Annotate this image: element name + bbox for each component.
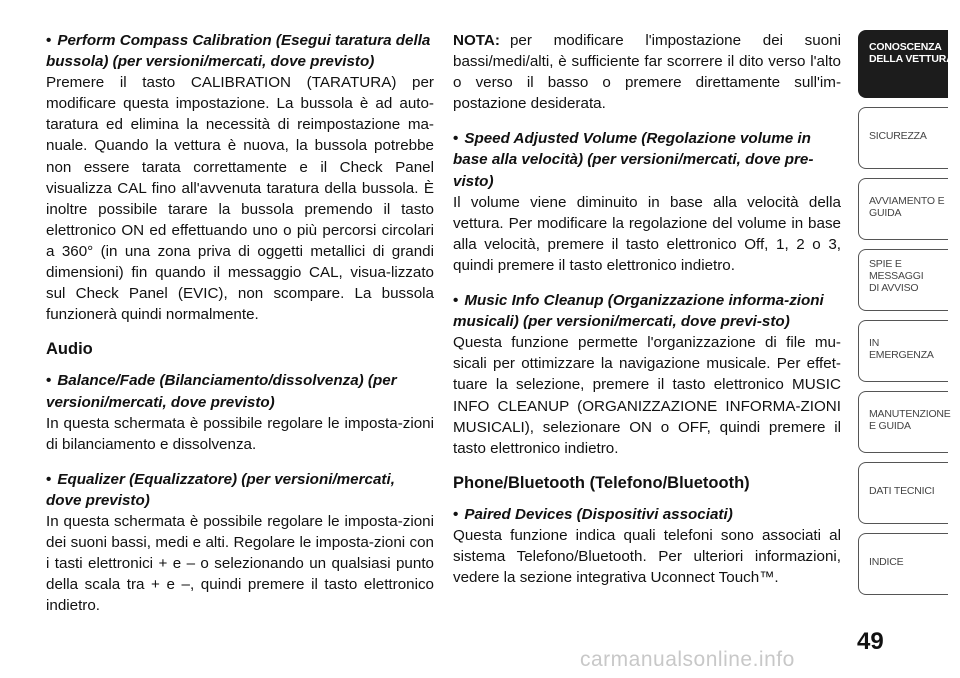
tab-conoscenza[interactable]: CONOSCENZA DELLA VETTURA	[858, 30, 948, 98]
chapter-sidebar	[858, 30, 954, 604]
tab-indice[interactable]: INDICE	[858, 533, 948, 595]
left-column	[46, 30, 434, 620]
bullet: •	[46, 470, 52, 488]
compass-calibration-text: Premere il tasto CALIBRATION (TARATURA) per modificare questa impostazione. La bussola è ad auto-taratura ed elimina la necessità di reimpostazione ma-nuale. Quando la vettura è nuova, la bussola potrebbe non essere tarata correttamente e il Check Panel visualizza CAL fino all'avvenuta taratura della bussola. È inoltre possibile tarare la bussola premendo il tasto elettronico ON ed effettuando uno o più percorsi circolari a 360° (in una zona priva di oggetti metallici di grandi dimensioni) fin quando il messaggio CAL, visua-lizzato sul Check Panel (EVIC), non scompare. La bussola funzionerà quindi normalmente.	[46, 74, 434, 324]
balance-fade-title: • Balance/Fade (Bilanciamento/dissolvenza) (per versioni/mercati, dove previsto)	[46, 372, 397, 411]
tab-emergenza[interactable]: IN EMERGENZA	[858, 320, 948, 382]
right-column	[453, 30, 841, 592]
balance-fade-text: In questa schermata è possibile regolare le imposta-zioni di bilanciamento e dissolvenza.	[46, 414, 434, 453]
bullet: •	[453, 292, 459, 310]
speed-volume-title: • Speed Adjusted Volume (Regolazione volume in base alla velocità) (per versioni/mercati, dove pre-visto)	[453, 130, 814, 190]
bullet: •	[453, 130, 459, 148]
compass-calibration-title: • Perform Compass Calibration (Esegui taratura della bussola) (per versioni/mercati, dove previsto)	[46, 32, 431, 71]
tab-avviamento[interactable]: AVVIAMENTO E GUIDA	[858, 178, 948, 240]
music-cleanup-title: • Music Info Cleanup (Organizzazione informa-zioni musicali) (per versioni/mercati, dove previ-sto)	[453, 292, 824, 331]
tab-spie[interactable]: SPIE E MESSAGGI DI AVVISO	[858, 249, 948, 311]
paired-devices-title: • Paired Devices (Dispositivi associati)	[453, 505, 733, 523]
music-cleanup-text: Questa funzione permette l'organizzazione di file mu-sicali per ottimizzare la navigazione musicale. Per effet-tuare la selezione, premere il tasto elettronico MUSIC INFO CLEANUP (ORGANIZZAZIONE INFORMA-ZIONI MUSICALI), selezionare ON o OFF, quindi premere il tasto elettronico indietro.	[453, 334, 841, 457]
tab-dati-tecnici[interactable]: DATI TECNICI	[858, 462, 948, 524]
page-number: 49	[857, 628, 884, 655]
paired-devices-text: Questa funzione indica quali telefoni sono associati al sistema Telefono/Bluetooth. Per ulteriori informazioni, vedere la sezione integrativa Uconnect Touch™.	[453, 526, 841, 587]
phone-bluetooth-heading: Phone/Bluetooth (Telefono/Bluetooth)	[453, 473, 750, 492]
bullet: •	[46, 32, 52, 49]
audio-heading: Audio	[46, 340, 93, 359]
tab-manutenzione[interactable]: MANUTENZIONE E GUIDA	[858, 391, 948, 453]
bullet: •	[453, 505, 459, 523]
speed-volume-text: Il volume viene diminuito in base alla velocità della vettura. Per modificare la regolazione del volume in base alla velocità, premere il tasto elettronico Off, 1, 2 o 3, quindi premere il tasto elettronico indietro.	[453, 193, 841, 274]
tab-sicurezza[interactable]: SICUREZZA	[858, 107, 948, 169]
equalizer-title: • Equalizer (Equalizzatore) (per versioni/mercati, dove previsto)	[46, 470, 395, 509]
nota-label: NOTA:	[453, 32, 500, 49]
nota-paragraph: NOTA: per modificare l'impostazione dei suoni bassi/medi/alti, è sufficiente far scorrere il dito verso l'alto o verso il basso o premere direttamente sull'im-postazione desiderata.	[453, 32, 841, 113]
equalizer-text: In questa schermata è possibile regolare le imposta-zioni dei suoni bassi, medi e alti. Regolare le imposta-zioni con i tasti elettronici + e – o selezionando un qualsiasi punto della scala tra + e –, quindi premere il tasto elettronico indietro.	[46, 512, 434, 615]
bullet: •	[46, 372, 52, 390]
watermark: carmanualsonline.info	[580, 648, 795, 671]
